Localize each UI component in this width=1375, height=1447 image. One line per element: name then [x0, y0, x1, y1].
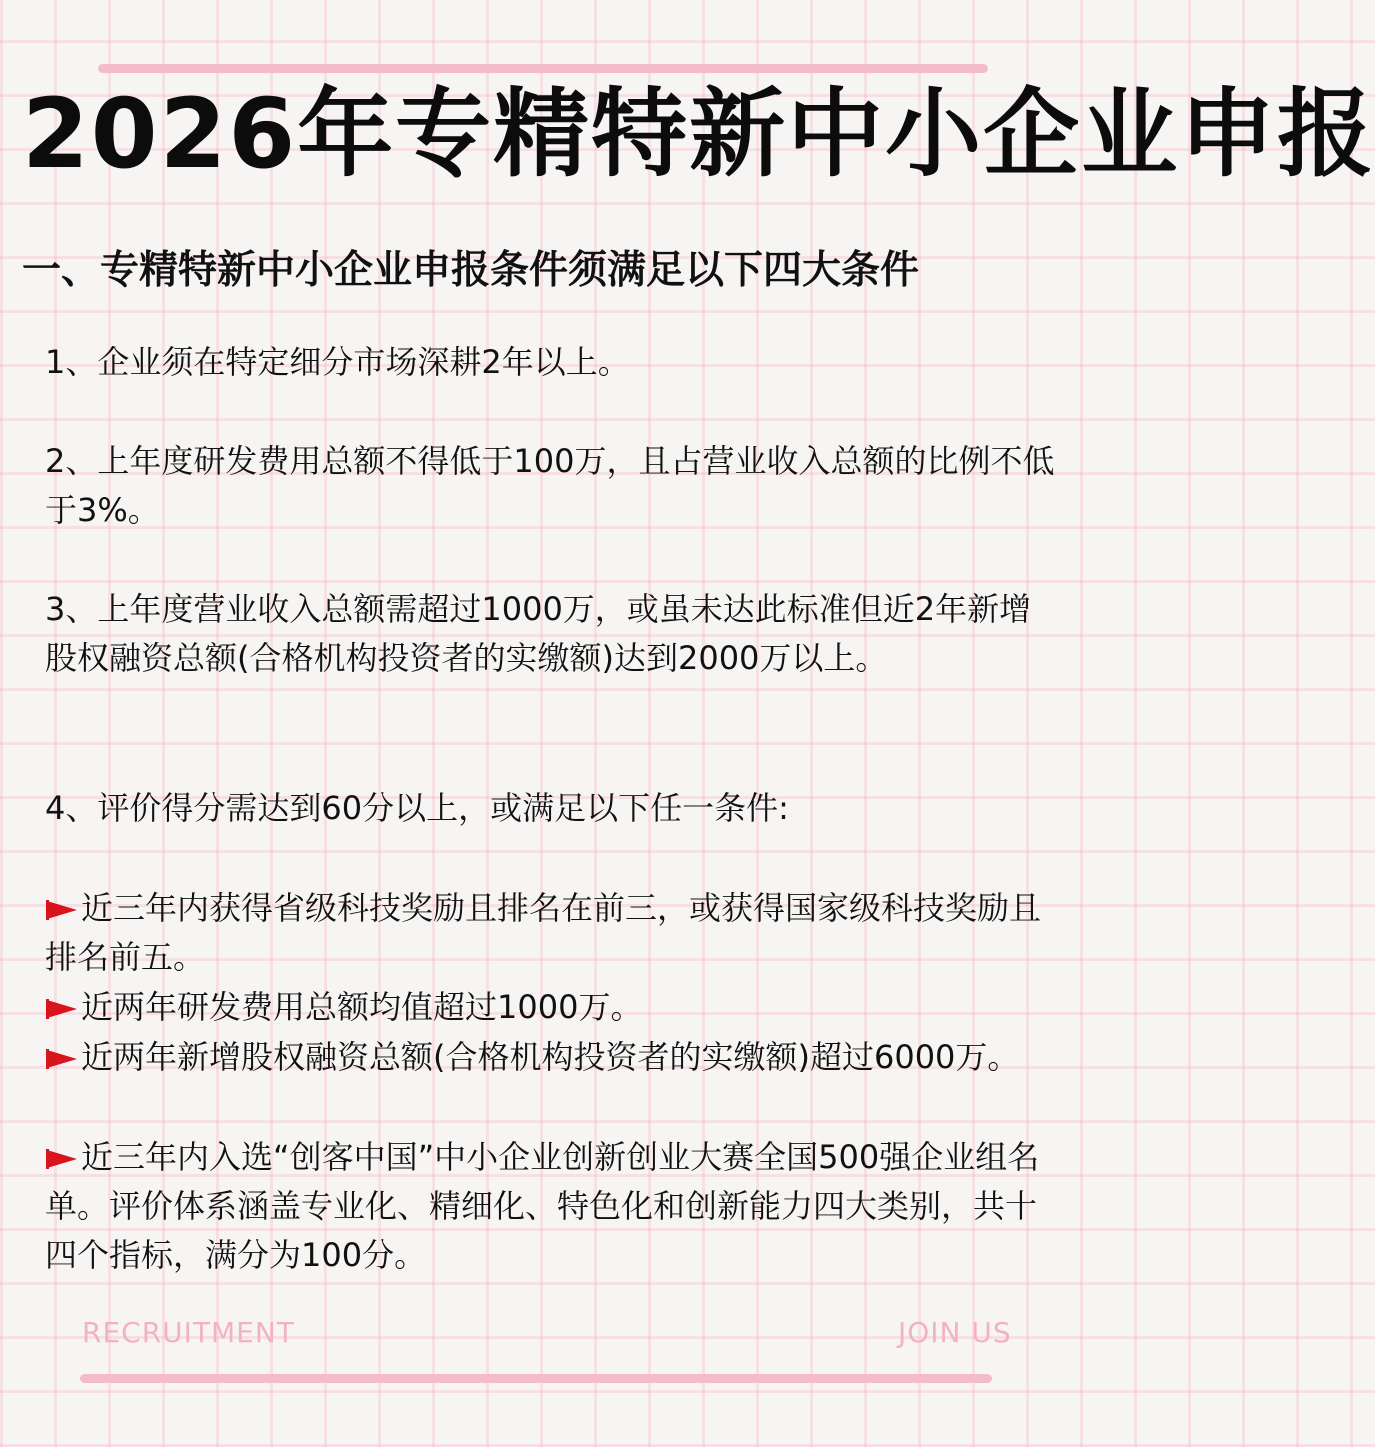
red-flag-icon: [45, 999, 79, 1019]
page-title: 2026年专精特新中小企业申报: [22, 78, 1375, 190]
red-flag-icon: [45, 900, 79, 920]
condition-3: 3、上年度营业收入总额需超过1000万，或虽未达此标准但近2年新增股权融资总额(合格机构投资者的实缴额)达到2000万以上。: [45, 590, 1032, 677]
bullet-text: 近两年新增股权融资总额(合格机构投资者的实缴额)超过6000万。: [81, 1038, 1020, 1076]
condition-1: 1、企业须在特定细分市场深耕2年以上。: [45, 343, 630, 381]
bottom-decorative-line: [80, 1374, 992, 1383]
footer-recruitment-label: RECRUITMENT: [82, 1316, 295, 1349]
condition-4: 4、评价得分需达到60分以上，或满足以下任一条件:: [45, 789, 789, 827]
section-heading: 一、专精特新中小企业申报条件须满足以下四大条件: [22, 248, 920, 293]
bullet-item: [45, 1133, 1055, 1280]
red-flag-icon: [45, 1049, 79, 1069]
bullet-item: [45, 1033, 1055, 1082]
bullet-text: 近两年研发费用总额均值超过1000万。: [81, 988, 643, 1026]
footer-join-us-label: JOIN US: [898, 1316, 1012, 1349]
red-flag-icon: [45, 1149, 79, 1169]
bullet-item: [45, 884, 1055, 982]
bullet-text: 近三年内获得省级科技奖励且排名在前三，或获得国家级科技奖励且排名前五。: [45, 889, 1042, 976]
top-decorative-line: [98, 64, 988, 73]
bullet-text: 近三年内入选“创客中国”中小企业创新创业大赛全国500强企业组名单。评价体系涵盖专业化、精细化、特色化和创新能力四大类别，共十四个指标，满分为100分。: [45, 1138, 1040, 1274]
bullet-item: [45, 983, 1055, 1032]
condition-2: 2、上年度研发费用总额不得低于100万，且占营业收入总额的比例不低于3%。: [45, 442, 1055, 529]
